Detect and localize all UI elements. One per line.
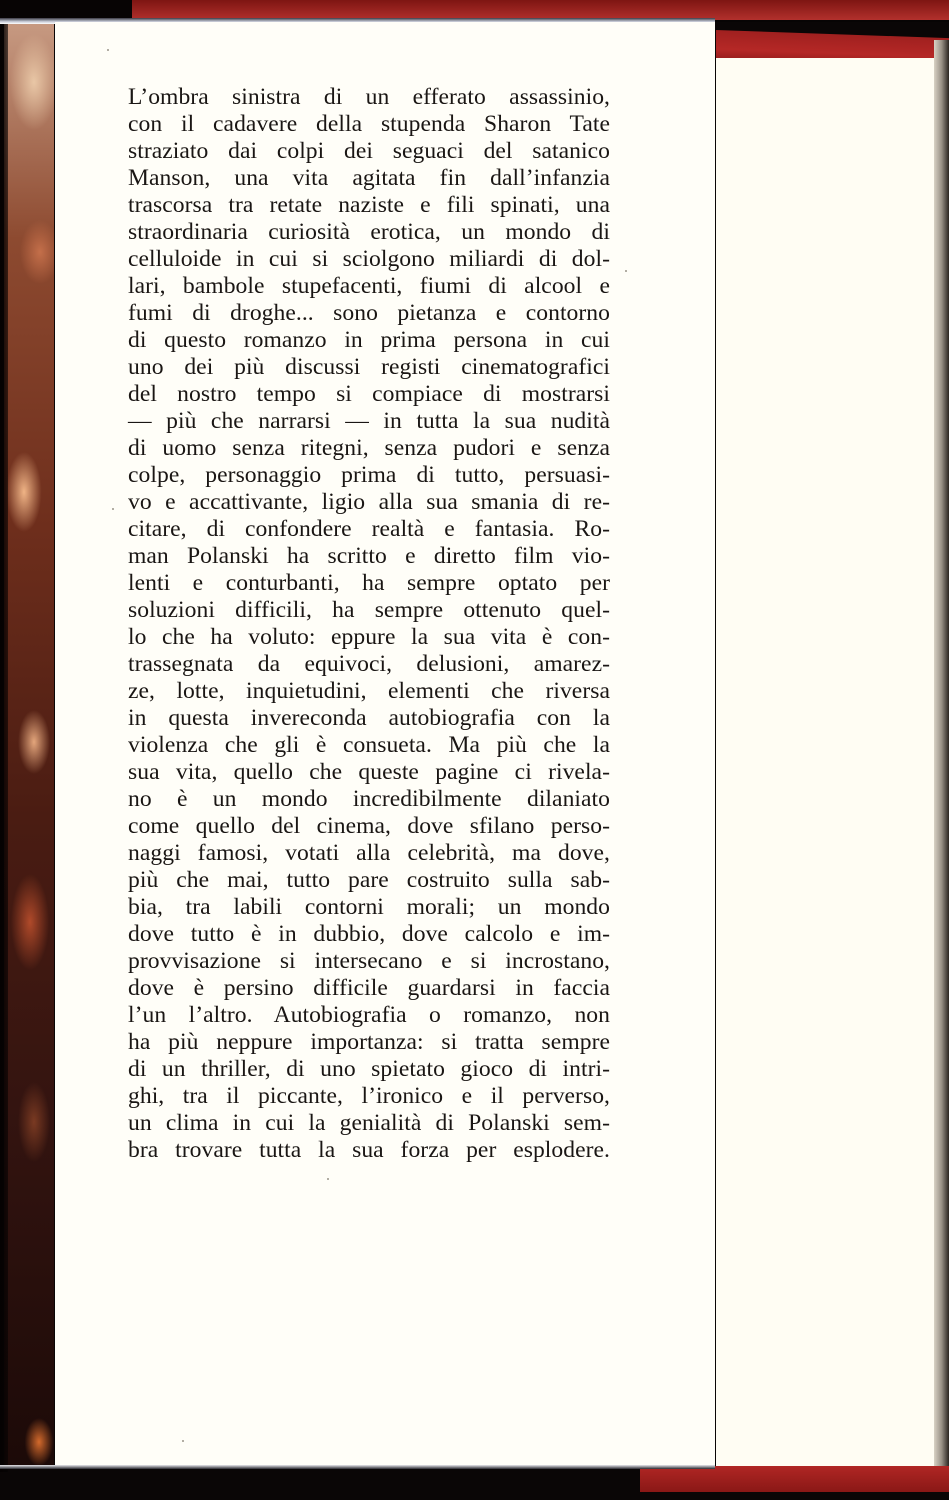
blurb-line: Manson, una vita agitata fin dall’infanzia — [128, 165, 610, 191]
red-cloth-top-strip — [132, 0, 949, 20]
blurb-line: provvisazione si intersecano e si incrostano, — [128, 948, 610, 974]
endpaper-edge-shadow — [934, 40, 949, 1480]
blurb-line: ze, lotte, inquietudini, elementi che riversa — [128, 678, 610, 704]
blurb-line: L’ombra sinistra di un efferato assassinio, — [128, 84, 610, 110]
blurb-line: no è un mondo incredibilmente dilaniato — [128, 786, 610, 812]
blurb-line: citare, di confondere realtà e fantasia. Ro- — [128, 516, 610, 542]
blurb-line: man Polanski ha scritto e diretto film vio- — [128, 543, 610, 569]
endpaper — [716, 58, 936, 1470]
blurb-line: soluzioni difficili, ha sempre ottenuto quel- — [128, 597, 610, 623]
blurb-line: un clima in cui la genialità di Polanski sem- — [128, 1110, 610, 1136]
blurb-line: del nostro tempo si compiace di mostrarsi — [128, 381, 610, 407]
paper-speck — [182, 1440, 184, 1442]
blurb-line: vo e accattivante, ligio alla sua smania di re- — [128, 489, 610, 515]
blurb-line: ha più neppure importanza: si tratta sempre — [128, 1029, 610, 1055]
blurb-line: l’un l’altro. Autobiografia o romanzo, non — [128, 1002, 610, 1028]
blurb-line: sua vita, quello che queste pagine ci rivela- — [128, 759, 610, 785]
blurb-line: trassegnata da equivoci, delusioni, amarez- — [128, 651, 610, 677]
blurb-line: lari, bambole stupefacenti, fiumi di alcool e — [128, 273, 610, 299]
blurb-line: dove è persino difficile guardarsi in faccia — [128, 975, 610, 1001]
flap-bottom-edge — [0, 1465, 715, 1469]
blurb-line: trascorsa tra retate naziste e fili spinati, una — [128, 192, 610, 218]
blurb-line: violenza che gli è consueta. Ma più che la — [128, 732, 610, 758]
blurb-line: — più che narrarsi — in tutta la sua nudità — [128, 408, 610, 434]
blurb-line: bra trovare tutta la sua forza per esplodere. — [128, 1137, 610, 1163]
blurb-line: colpe, personaggio prima di tutto, persuasi- — [128, 462, 610, 488]
paper-speck — [112, 508, 114, 510]
blurb-line: di questo romanzo in prima persona in cui — [128, 327, 610, 353]
blurb-line: straordinaria curiosità erotica, un mondo di — [128, 219, 610, 245]
blurb-line: celluloide in cui si sciolgono miliardi di dol- — [128, 246, 610, 272]
blurb-line: bia, tra labili contorni morali; un mondo — [128, 894, 610, 920]
blurb-line: di un thriller, di uno spietato gioco di intri- — [128, 1056, 610, 1082]
blurb-text — [128, 84, 610, 1164]
cover-photo-strip — [4, 22, 54, 1467]
red-cover-board-bottom — [640, 1466, 949, 1492]
blurb-line: lo che ha voluto: eppure la sua vita è con- — [128, 624, 610, 650]
blurb-line: fumi di droghe... sono pietanza e contorno — [128, 300, 610, 326]
blurb-line: lenti e conturbanti, ha sempre optato per — [128, 570, 610, 596]
blurb-line: straziato dai colpi dei seguaci del satanico — [128, 138, 610, 164]
blurb-line: con il cadavere della stupenda Sharon Tate — [128, 111, 610, 137]
blurb-line: di uomo senza ritegni, senza pudori e senza — [128, 435, 610, 461]
blurb-line: più che mai, tutto pare costruito sulla sab- — [128, 867, 610, 893]
blurb-line: naggi famosi, votati alla celebrità, ma dove, — [128, 840, 610, 866]
blurb-line: uno dei più discussi registi cinematografici — [128, 354, 610, 380]
blurb-line: ghi, tra il piccante, l’ironico e il perverso, — [128, 1083, 610, 1109]
paper-speck — [327, 1178, 329, 1180]
left-shadow — [0, 22, 8, 1472]
paper-speck — [625, 270, 627, 272]
blurb-line: dove tutto è in dubbio, dove calcolo e im- — [128, 921, 610, 947]
paper-speck — [107, 49, 109, 51]
blurb-line: in questa invereconda autobiografia con la — [128, 705, 610, 731]
blurb-line: come quello del cinema, dove sfilano perso- — [128, 813, 610, 839]
